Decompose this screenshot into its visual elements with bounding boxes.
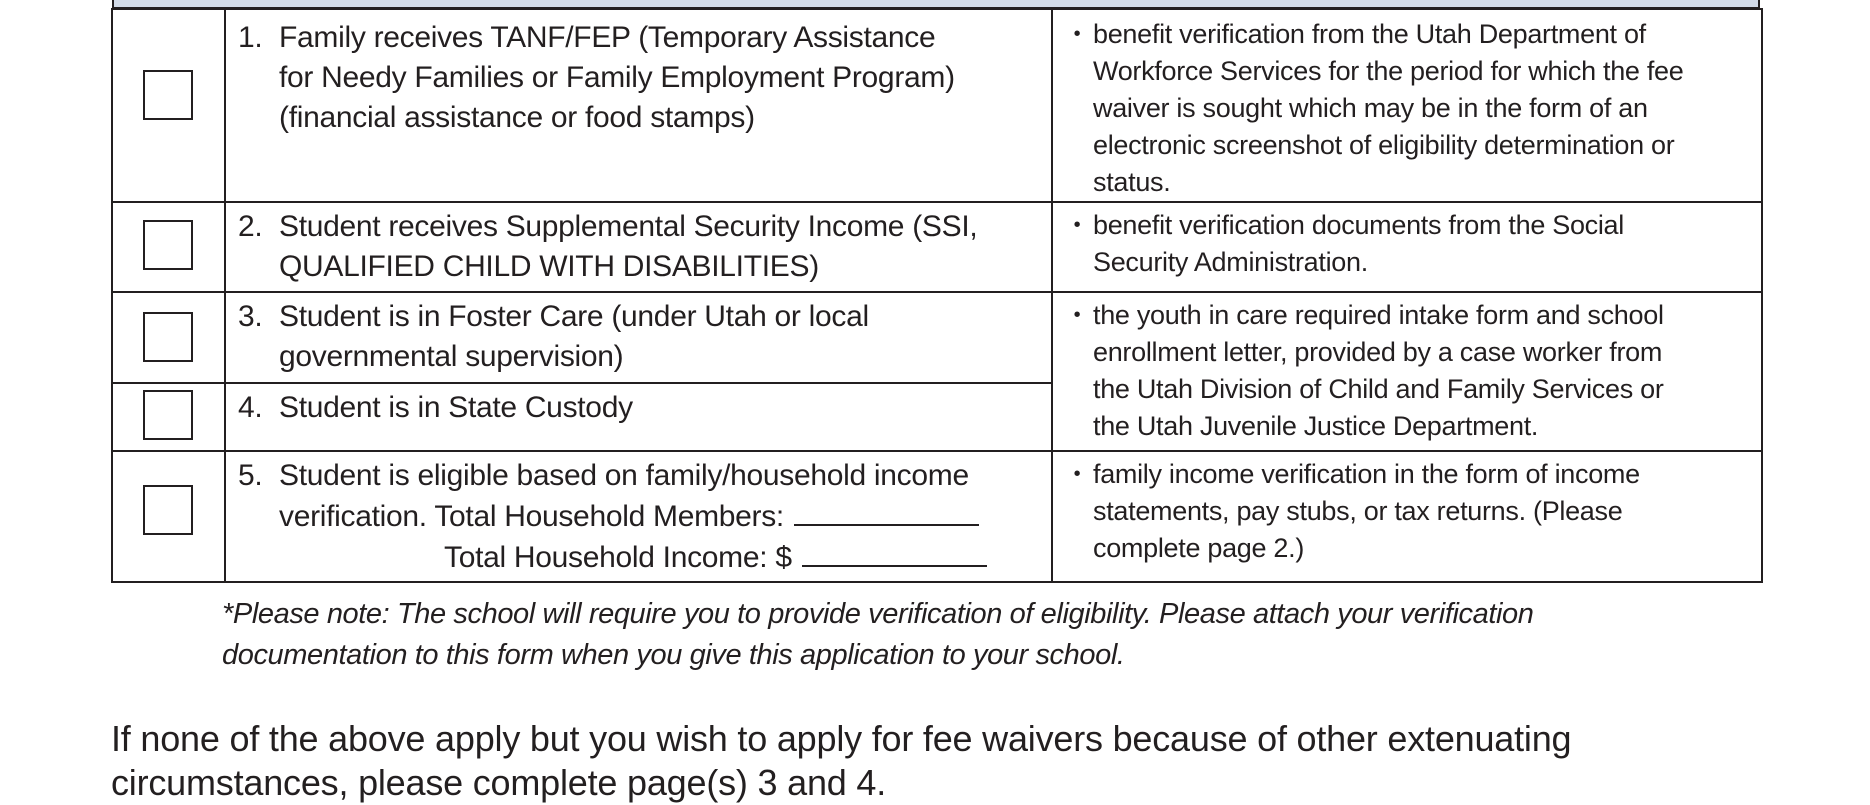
item-number: 4. [238, 391, 263, 424]
verification-text: family income verification in the form of income [1093, 459, 1640, 489]
paragraph-text: If none of the above apply but you wish to apply for fee waivers because of other extenuating [111, 718, 1572, 759]
checkbox-cell [112, 292, 225, 383]
verification-text: statements, pay stubs, or tax returns. (Please [1093, 496, 1623, 526]
note-text: documentation to this form when you give this application to your school. [222, 639, 1125, 671]
note-text: *Please note: The school will require you to provide verification of eligibility. Please attach your verification [222, 598, 1534, 630]
verification-text: complete page 2.) [1093, 533, 1305, 563]
criterion-text: Student is eligible based on family/household income [279, 459, 969, 492]
criterion-text: governmental supervision) [279, 340, 624, 373]
paragraph-text: circumstances, please complete page(s) 3 and 4. [111, 762, 887, 803]
criterion-cell [225, 292, 1052, 383]
criterion-text: (financial assistance or food stamps) [279, 101, 755, 134]
bullet: • [1073, 214, 1081, 236]
verification-text: the Utah Juvenile Justice Department. [1093, 411, 1539, 441]
table-row [112, 451, 1762, 582]
criterion-text: Family receives TANF/FEP (Temporary Assistance [279, 21, 936, 54]
verification-text: Security Administration. [1093, 247, 1368, 277]
bullet: • [1073, 463, 1081, 485]
verification-cell [1052, 202, 1762, 292]
verification-text: the youth in care required intake form and school [1093, 300, 1664, 330]
checkbox-tanf[interactable] [143, 70, 193, 120]
criterion-text: Student is in Foster Care (under Utah or local [279, 300, 869, 333]
verification-text: waiver is sought which may be in the form of an [1093, 93, 1648, 123]
checkbox-cell [112, 9, 225, 202]
verification-note [222, 594, 1722, 676]
criterion-text: for Needy Families or Family Employment Program) [279, 61, 955, 94]
criterion-cell [225, 202, 1052, 292]
verification-text: status. [1093, 167, 1171, 197]
bullet: • [1073, 304, 1081, 326]
verification-text: enrollment letter, provided by a case worker from [1093, 337, 1663, 367]
eligibility-table [111, 8, 1763, 583]
checkbox-foster-care[interactable] [143, 312, 193, 362]
verification-cell [1052, 451, 1762, 582]
checkbox-cell [112, 451, 225, 582]
verification-text: benefit verification from the Utah Department of [1093, 19, 1646, 49]
extenuating-circumstances-paragraph [111, 717, 1811, 805]
criterion-text: Total Household Income: $ [444, 541, 792, 574]
checkbox-ssi[interactable] [143, 220, 193, 270]
item-number: 5. [238, 459, 263, 492]
criterion-cell [225, 383, 1052, 451]
verification-text: the Utah Division of Child and Family Services or [1093, 374, 1664, 404]
item-number: 3. [238, 300, 263, 333]
verification-cell [1052, 9, 1762, 202]
table-row [112, 9, 1762, 202]
criterion-text: QUALIFIED CHILD WITH DISABILITIES) [279, 250, 819, 283]
checkbox-cell [112, 202, 225, 292]
household-income-field[interactable] [802, 537, 987, 567]
item-number: 1. [238, 21, 263, 54]
bullet: • [1073, 23, 1081, 45]
criterion-text: Student is in State Custody [279, 391, 633, 424]
checkbox-state-custody[interactable] [143, 390, 193, 440]
table-row [112, 202, 1762, 292]
verification-text: Workforce Services for the period for which the fee [1093, 56, 1684, 86]
verification-cell [1052, 292, 1762, 451]
criterion-text: verification. Total Household Members: [279, 500, 784, 533]
criterion-cell [225, 451, 1052, 582]
verification-text: electronic screenshot of eligibility determination or [1093, 130, 1675, 160]
table-row [112, 292, 1762, 383]
criterion-cell [225, 9, 1052, 202]
item-number: 2. [238, 210, 263, 243]
verification-text: benefit verification documents from the Social [1093, 210, 1624, 240]
checkbox-household-income[interactable] [143, 485, 193, 535]
checkbox-cell [112, 383, 225, 451]
criterion-text: Student receives Supplemental Security Income (SSI, [279, 210, 978, 243]
household-members-field[interactable] [794, 496, 979, 526]
